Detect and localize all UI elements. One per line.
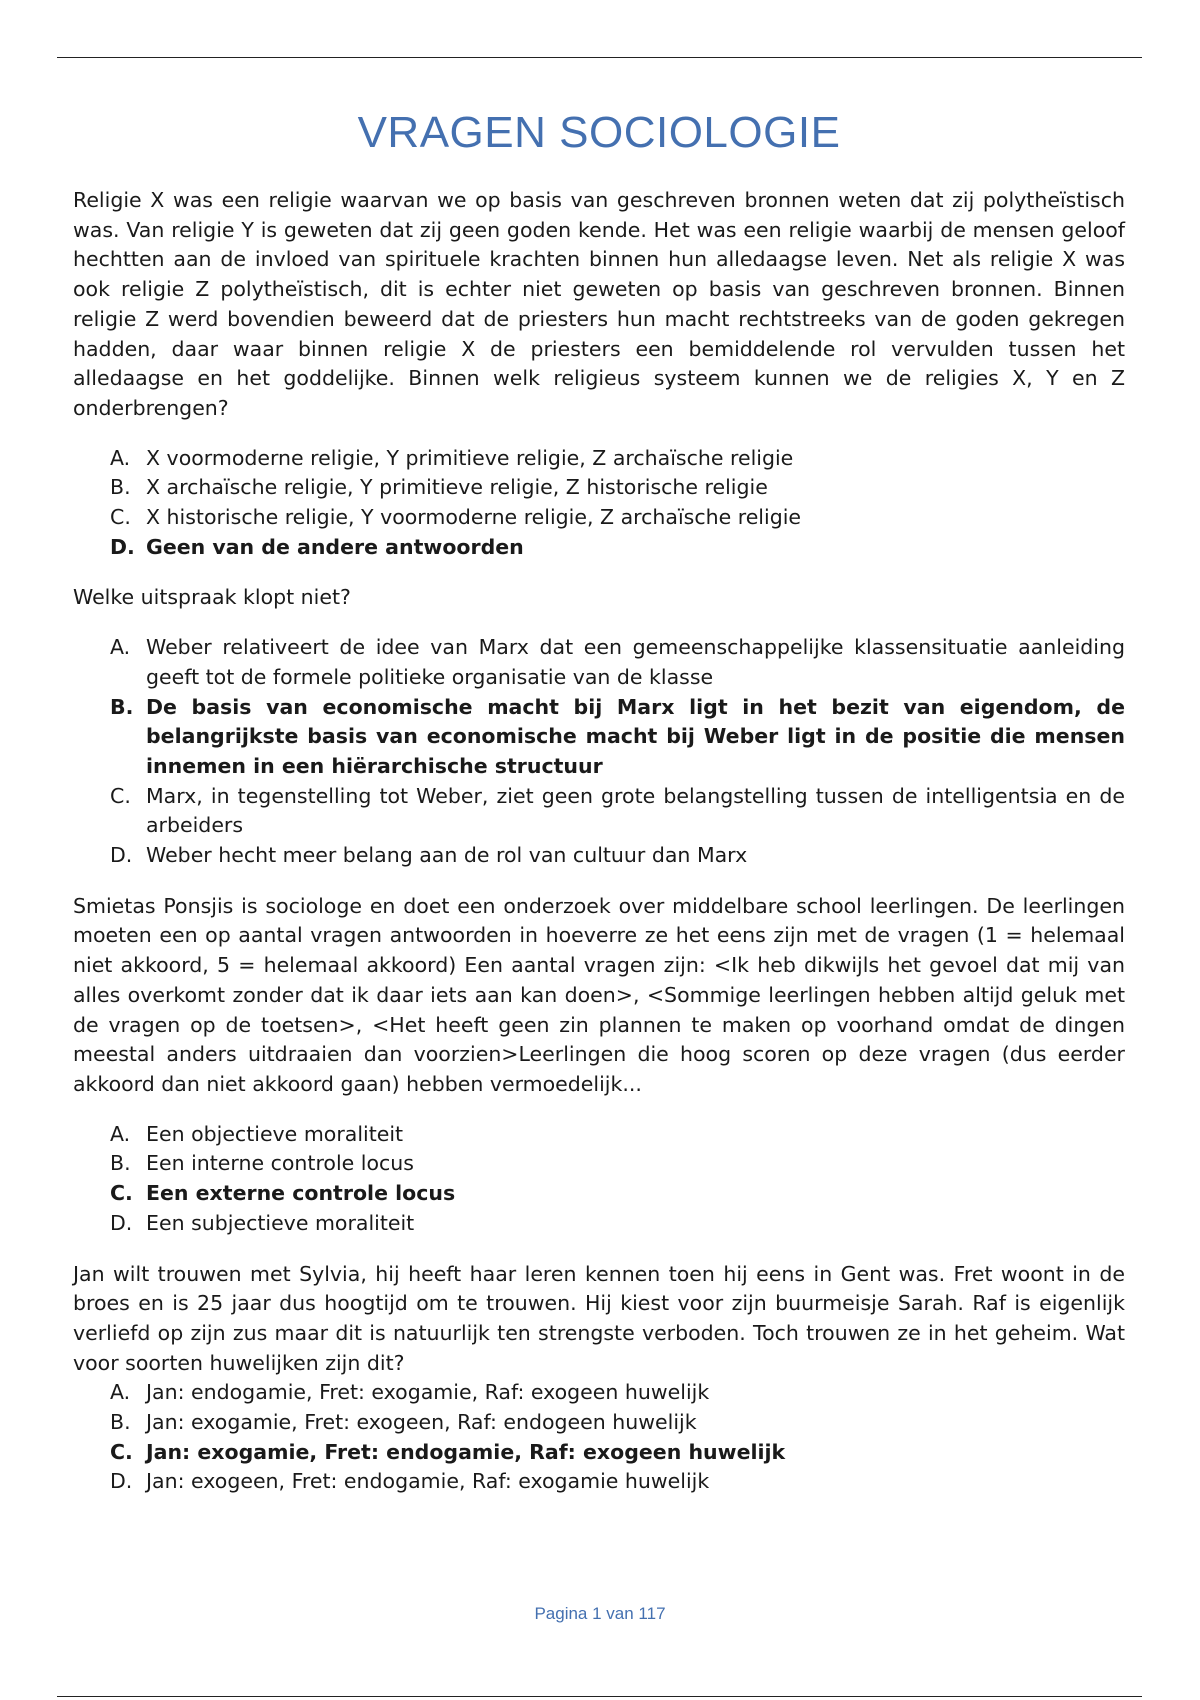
option-text: Marx, in tegenstelling tot Weber, ziet geen grote belangstelling tussen de intelligentsia en de arbeiders — [146, 783, 1125, 838]
answer-option — [73, 782, 1125, 841]
option-text: Jan: exogamie, Fret: endogamie, Raf: exogeen huwelijk — [146, 1439, 786, 1464]
answer-option — [73, 1149, 1125, 1179]
option-text: X voormoderne religie, Y primitieve religie, Z archaïsche religie — [146, 445, 794, 470]
page-title: VRAGEN SOCIOLOGIE — [357, 108, 841, 157]
question-4-text: Jan wilt trouwen met Sylvia, hij heeft haar leren kennen toen hij eens in Gent was. Fret woont in de broes en is 25 jaar dus hoogtijd om te trouwen. Hij kiest voor zijn buurmeisje Sarah. Raf is eigenlijk verliefd op zijn zus maar dit is natuurlijk ten strengste verboden. Toch trouwen ze in het geheim. Wat voor soorten huwelijken zijn dit? — [73, 1261, 1125, 1375]
option-text: Een externe controle locus — [146, 1181, 456, 1206]
option-letter: B. — [110, 1410, 131, 1435]
option-letter: C. — [110, 1181, 133, 1206]
question-3-options — [73, 1120, 1125, 1239]
option-text: X archaïsche religie, Y primitieve religie, Z historische religie — [146, 475, 768, 500]
option-letter: C. — [110, 505, 131, 530]
answer-option — [73, 1120, 1125, 1150]
answer-option — [73, 1467, 1125, 1497]
option-letter: A. — [110, 1380, 131, 1405]
option-letter: D. — [110, 1469, 133, 1494]
option-text: Weber relativeert de idee van Marx dat een gemeenschappelijke klassensituatie aanleiding geeft tot de formele politieke organisatie van de klasse — [146, 635, 1125, 689]
option-letter: C. — [110, 783, 131, 808]
correct-answer-option — [73, 533, 1125, 563]
question-2-options — [73, 633, 1125, 871]
option-text: Jan: endogamie, Fret: exogamie, Raf: exogeen huwelijk — [146, 1380, 710, 1405]
answer-option — [73, 841, 1125, 871]
answer-option — [73, 1378, 1125, 1408]
option-text: X historische religie, Y voormoderne religie, Z archaïsche religie — [146, 505, 802, 530]
correct-answer-option — [73, 1179, 1125, 1209]
question-3-text: Smietas Ponsjis is sociologe en doet een onderzoek over middelbare school leerlingen. De leerlingen moeten een op aantal vragen antwoorden in hoeverre ze het eens zijn met de vragen (1 = helemaal niet akkoord, 5 = helemaal akkoord) Een aantal vragen zijn: <Ik heb dikwijls het gevoel dat mij van alles overkomt zonder dat ik daar iets aan kan doen>, <Sommige leerlingen hebben altijd geluk met de vragen op de toetsen>, <Het heeft geen zin plannen te maken op voorhand omdat de dingen meestal anders uitdraaien dan voorzien>Leerlingen die hoog scoren op deze vragen (dus eerder akkoord dan niet akkoord gaan) hebben vermoedelijk... — [73, 893, 1125, 1096]
answer-option — [73, 444, 1125, 474]
option-text: Een objectieve moraliteit — [146, 1121, 404, 1146]
correct-answer-option — [73, 1438, 1125, 1468]
option-letter: D. — [110, 843, 133, 868]
option-letter: B. — [110, 694, 134, 719]
question-1-text: Religie X was een religie waarvan we op basis van geschreven bronnen weten dat zij polytheïstisch was. Van religie Y is geweten dat zij geen goden kende. Het was een religie waarbij de mensen geloof hechtten aan de invloed van spirituele krachten binnen hun alledaagse leven. Net als religie X was ook religie Z polytheïstisch, dit is echter niet geweten op basis van geschreven bronnen. Binnen religie Z werd bovendien beweerd dat de priesters hun macht rechtstreeks van de goden gekregen hadden, daar waar binnen religie X de priesters een bemiddelende rol vervulden tussen het alledaagse en het goddelijke. Binnen welk religieus systeem kunnen we de religies X, Y en Z onderbrengen? — [73, 188, 1125, 420]
option-letter: D. — [110, 534, 135, 559]
answer-option — [73, 1408, 1125, 1438]
option-letter: A. — [110, 635, 131, 660]
page-number: Pagina 1 van 117 — [534, 1604, 666, 1623]
option-text: Een subjectieve moraliteit — [146, 1210, 415, 1235]
option-text: Een interne controle locus — [146, 1151, 414, 1176]
option-text: Weber hecht meer belang aan de rol van cultuur dan Marx — [146, 843, 748, 868]
option-letter: B. — [110, 1151, 131, 1176]
question-2-text: Welke uitspraak klopt niet? — [73, 585, 351, 610]
option-text: Geen van de andere antwoorden — [146, 534, 524, 559]
answer-option — [73, 633, 1125, 692]
option-letter: A. — [110, 445, 131, 470]
option-letter: B. — [110, 475, 131, 500]
option-letter: C. — [110, 1439, 133, 1464]
option-text: De basis van economische macht bij Marx ligt in het bezit van eigendom, de belangrijkste basis van economische macht bij Weber ligt in de positie die mensen innemen in een hiërarchische structuur — [146, 694, 1125, 778]
answer-option — [73, 473, 1125, 503]
option-text: Jan: exogeen, Fret: endogamie, Raf: exogamie huwelijk — [146, 1469, 710, 1494]
answer-option — [73, 503, 1125, 533]
answer-option — [73, 1209, 1125, 1239]
question-4-options — [73, 1378, 1125, 1497]
footer-rule — [57, 1696, 1142, 1697]
option-letter: A. — [110, 1121, 131, 1146]
header-rule — [57, 57, 1142, 58]
question-1-options — [73, 444, 1125, 563]
correct-answer-option — [73, 693, 1125, 782]
option-letter: D. — [110, 1210, 133, 1235]
option-text: Jan: exogamie, Fret: exogeen, Raf: endogeen huwelijk — [146, 1410, 697, 1435]
document-body — [73, 108, 1125, 1518]
